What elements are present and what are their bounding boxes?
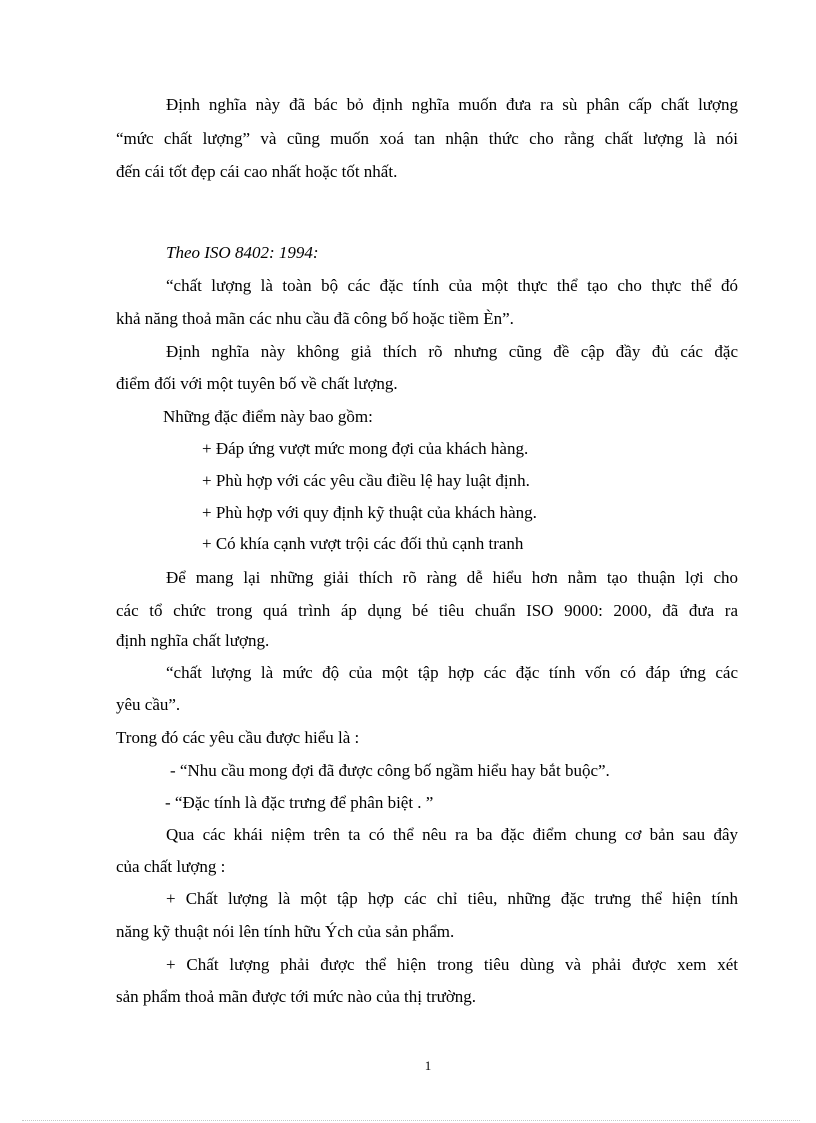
list-item-line: năng kỹ thuật nói lên tính hữu Ých của sản phẩm.: [116, 922, 455, 941]
list-item: + Phù hợp với quy định kỹ thuật của khách hàng.: [202, 503, 537, 522]
paragraph-line: định nghĩa chất lượng.: [116, 631, 270, 650]
list-item: + Có khía cạnh vượt trội các đối thủ cạnh tranh: [202, 534, 524, 553]
list-item: - “Đặc tính là đặc trưng để phân biệt . ”: [165, 793, 434, 812]
paragraph-line: Để mang lại những giải thích rõ ràng dễ hiểu hơn nằm tạo thuận lợi cho: [166, 568, 738, 587]
features-intro: Những đặc điểm này bao gồm:: [163, 407, 373, 426]
quote-line: “chất lượng là mức độ của một tập hợp các đặc tính vốn có đáp ứng các: [166, 663, 738, 682]
paragraph-line: “mức chất lượng” và cũng muốn xoá tan nhận thức cho rằng chất lượng là nói: [116, 129, 738, 148]
list-item: + Phù hợp với các yêu cầu điều lệ hay luật định.: [202, 471, 530, 490]
paragraph-line: Qua các khái niệm trên ta có thể nêu ra ba đặc điểm chung cơ bản sau đây: [166, 825, 738, 844]
paragraph-line: của chất lượng :: [116, 857, 226, 876]
quote-line: “chất lượng là toàn bộ các đặc tính của một thực thể tạo cho thực thể đó: [166, 276, 738, 295]
list-item-line: sản phẩm thoả mãn được tới mức nào của thị trường.: [116, 987, 477, 1006]
quote-line: khả năng thoả mãn các nhu cầu đã công bố hoặc tiềm Èn”.: [116, 309, 514, 328]
quote-line: yêu cầu”.: [116, 695, 181, 714]
footer-divider: [22, 1120, 800, 1121]
paragraph-line: Định nghĩa này đã bác bỏ định nghĩa muốn đưa ra sù phân cấp chất lượng: [166, 95, 738, 114]
list-item-line: + Chất lượng là một tập hợp các chỉ tiêu, những đặc trưng thể hiện tính: [166, 889, 738, 908]
paragraph-line: các tổ chức trong quá trình áp dụng bé tiêu chuẩn ISO 9000: 2000, đã đưa ra: [116, 601, 738, 620]
list-item: + Đáp ứng vượt mức mong đợi của khách hàng.: [202, 439, 529, 458]
page-number: 1: [424, 1058, 432, 1073]
section-heading-iso-8402: Theo ISO 8402: 1994:: [166, 243, 319, 262]
paragraph-line: Định nghĩa này không giả thích rõ nhưng cũng đề cập đầy đủ các đặc: [166, 342, 738, 361]
paragraph-line: đến cái tốt đẹp cái cao nhất hoặc tốt nhất.: [116, 162, 398, 181]
list-item: - “Nhu cầu mong đợi đã được công bố ngầm hiểu hay bắt buộc”.: [170, 761, 610, 780]
paragraph-line: điểm đối với một tuyên bố về chất lượng.: [116, 374, 398, 393]
requirements-intro: Trong đó các yêu cầu được hiểu là :: [116, 728, 360, 747]
list-item-line: + Chất lượng phải được thể hiện trong tiêu dùng và phải được xem xét: [166, 955, 738, 974]
